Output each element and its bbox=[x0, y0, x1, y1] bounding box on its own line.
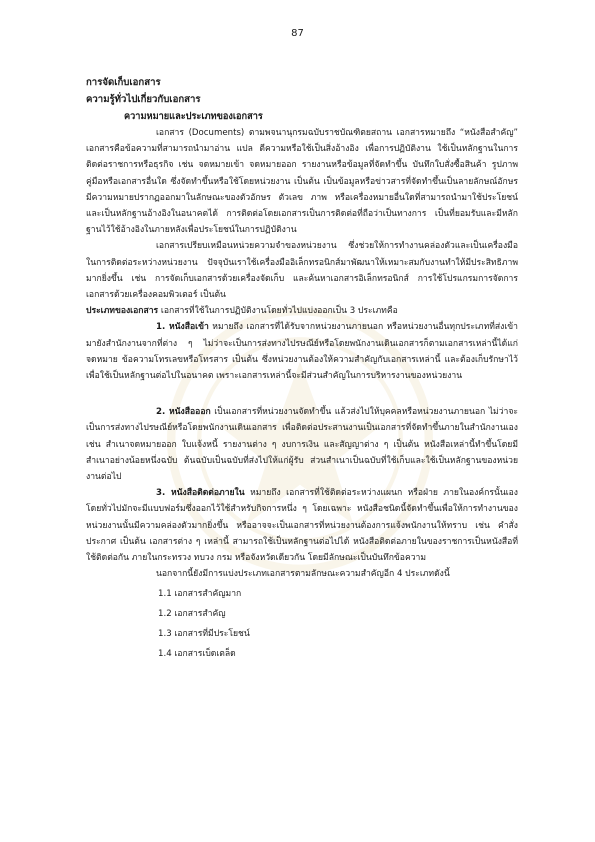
document-body bbox=[86, 74, 518, 664]
outgoing-label: 2. หนังสือออก bbox=[156, 407, 211, 418]
list-item: 1.4 เอกสารเบ็ดเตล็ด bbox=[158, 649, 236, 660]
page-number: 87 bbox=[291, 28, 304, 39]
paragraph-memory: เอกสารเปรียบเหมือนหน่วยความจำของหน่วยงาน ซึ่งช่วยให้การทำงานคล่องตัวและเป็นเครื่องมือในการติดต่อระหว่างหน่วยงาน ปัจจุบันเราใช้เครื่องมืออิเล็กทรอนิกส์มาพัฒนาให้เหมาะสมกับงานทำให้มีประสิทธิภาพมากยิ่งขึ้น เช่น การจัดเก็บเอกสารด้วยเครื่องจัดเก็บ และค้นหาเอกสารอิเล็กทรอนิกส์ การใช้โปรแกรมการจัดการเอกสารด้วยเครื่องคอมพิวเตอร์ เป็นต้น bbox=[86, 241, 518, 301]
paragraph-definition: เอกสาร (Documents) ตามพจนานุกรมฉบับราชบัณฑิตยสถาน เอกสารหมายถึง “หนังสือสำคัญ” เอกสารคือข้อความที่สามารถนำมาอ่าน แปล ตีความหรือใช้เป็นสิ่งอ้างอิง เพื่อการปฏิบัติงาน ใช้เป็นหลักฐานในการติดต่อราชการหรือธุรกิจ เช่น จดหมายเข้า จดหมายออก รายงานหรือข้อมูลที่จัดทำขึ้น บันทึกใบสั่งซื้อสินค้า รูปภาพ คู่มือหรือเอกสารอื่นใด ซึ่งจัดทำขึ้นหรือใช้โดยหน่วยงาน เป็นต้น เป็นข้อมูลหรือข่าวสารที่จัดทำขึ้นเป็นลายลักษณ์อักษร มีความหมายปรากฏออกมาในลักษณะของตัวอักษร ตัวเลข ภาพ หรือเครื่องหมายอื่นใดที่สามารถนำมาใช้ประโยชน์ และเป็นหลักฐานอ้างอิงในอนาคตได้ การติดต่อโดยเอกสารเป็นการติดต่อที่ถือว่าเป็นทางการ เป็นที่ยอมรับและมีหลักฐานไว้ใช้อ้างอิงในภายหลังเพื่อประโยชน์ในการปฏิบัติงาน bbox=[86, 128, 518, 236]
paragraph-incoming bbox=[86, 319, 518, 384]
topic-heading: ความหมายและประเภทของเอกสาร bbox=[124, 111, 263, 122]
paragraph-outgoing bbox=[86, 404, 518, 485]
incoming-label: 1. หนังสือเข้า bbox=[156, 322, 209, 333]
outgoing-text: เป็นเอกสารที่หน่วยงานจัดทำขึ้น แล้วส่งไปให้บุคคลหรือหน่วยงานภายนอก ไม่ว่าจะเป็นการส่งทางไปรษณีย์หรือโดยพนักงานเดินเอกสาร เพื่อติดต่อประสานงานเป็นเอกสารที่จัดทำขึ้นภายในสำนักงานเอง เช่น สำเนาจดหมายออก ใบแจ้งหนี้ รายงานต่าง ๆ งบการเงิน และสัญญาต่าง ๆ เป็นต้น หนังสือเหล่านี้ทำขึ้นโดยมีสำเนาอย่างน้อยหนึ่งฉบับ ต้นฉบับเป็นฉบับที่ส่งไปให้แก่ผู้รับ ส่วนสำเนาเป็นฉบับที่ใช้เก็บและใช้เป็นหลักฐานของหน่วยงานต่อไป bbox=[86, 407, 518, 483]
internal-text: หมายถึง เอกสารที่ใช้ติดต่อระหว่างแผนก หรือฝ่าย ภายในองค์กรนั้นเอง โดยทั่วไปมักจะมีแบบฟอร์มซึ่งออกไว้ใช้สำหรับกิจการหนึ่ง ๆ โดยเฉพาะ หนังสือชนิดนี้จัดทำขึ้นเพื่อให้การทำงานของหน่วยงานนั้นมีความคล่องตัวมากยิ่งขึ้น หรืออาจจะเป็นเอกสารที่หน่วยงานต้องการแจ้งพนักงานให้ทราบ เช่น คำสั่ง ประกาศ เป็นต้น เอกสารต่าง ๆ เหล่านี้ สามารถใช้เป็นหลักฐานต่อไปได้ หนังสือติดต่อภายในของราชการเป็นหนังสือที่ใช้ติดต่อกัน ภายในกระทรวง ทบวง กรม หรือจังหวัดเดียวกัน โดยมีลักษณะเป็นบันทึกข้อความ bbox=[86, 488, 518, 564]
types-text: เอกสารที่ใช้ในการปฏิบัติงานโดยทั่วไปแบ่งออกเป็น 3 ประเภทคือ bbox=[158, 306, 398, 317]
subsection-heading: ความรู้ทั่วไปเกี่ยวกับเอกสาร bbox=[86, 94, 201, 105]
section-heading: การจัดเก็บเอกสาร bbox=[86, 77, 161, 88]
importance-list bbox=[158, 584, 518, 664]
list-item: 1.3 เอกสารที่มีประโยชน์ bbox=[158, 629, 250, 640]
list-item: 1.2 เอกสารสำคัญ bbox=[158, 609, 226, 620]
paragraph-types bbox=[86, 303, 518, 319]
paragraph-internal bbox=[86, 485, 518, 566]
types-label: ประเภทของเอกสาร bbox=[86, 306, 159, 317]
incoming-text: หมายถึง เอกสารที่ได้รับจากหน่วยงานภายนอก หรือหน่วยงานอื่นทุกประเภทที่ส่งเข้ามายังสำนักงานจากที่ต่าง ๆ ไม่ว่าจะเป็นการส่งทางไปรษณีย์หรือโดยพนักงานเดินเอกสารก็ตามเอกสารเหล่านี้ได้แก่ จดหมาย ข้อความโทรเลขหรือโทรสาร เป็นต้น ซึ่งหน่วยงานต้องให้ความสำคัญกับเอกสารเหล่านี้ และต้องเก็บรักษาไว้เพื่อใช้เป็นหลักฐานต่อไปในอนาคต เพราะเอกสารเหล่านี้จะมีส่วนสำคัญในการบริหารงานของหน่วยงาน bbox=[86, 322, 518, 382]
internal-label: 3. หนังสือติดต่อภายใน bbox=[156, 488, 245, 499]
paragraph-importance-intro: นอกจากนี้ยังมีการแบ่งประเภทเอกสารตามลักษณะความสำคัญอีก 4 ประเภทดังนี้ bbox=[156, 569, 450, 580]
list-item: 1.1 เอกสารสำคัญมาก bbox=[158, 589, 242, 600]
spacer bbox=[86, 384, 518, 404]
